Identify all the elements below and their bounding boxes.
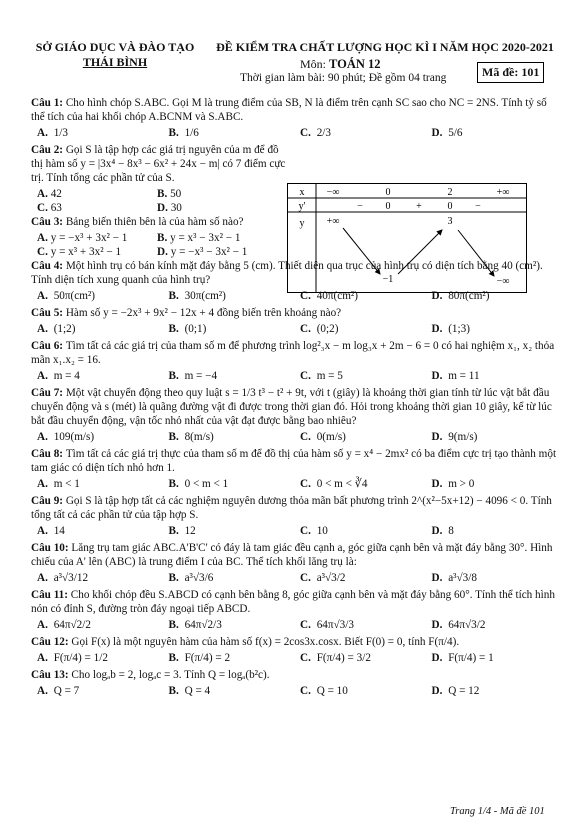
option-letter: D.: [431, 431, 443, 443]
answer-options: [31, 430, 557, 444]
answer-options: [31, 651, 557, 665]
question-number: Câu 3:: [31, 216, 66, 228]
question-number: Câu 9:: [31, 495, 66, 507]
question-number: Câu 5:: [31, 307, 66, 319]
option-letter: A.: [37, 478, 48, 490]
answer-option-a[interactable]: [31, 524, 163, 538]
answer-option-c[interactable]: [294, 322, 426, 336]
option-value: Q = 10: [313, 685, 348, 697]
option-value: y = −x³ + 3x² − 1: [47, 232, 128, 244]
question-5: [31, 306, 557, 320]
option-letter: D.: [431, 478, 443, 490]
question-number: Câu 13:: [31, 669, 72, 681]
answer-option-a[interactable]: [31, 430, 163, 444]
question-text: Tìm tất cả các giá trị thực của tham số m để đồ thị của hàm số y = x⁴ − 2mx² có ba điểm cực trị tạo thành một tam giác có diện tích nhỏ hơn 1.: [31, 448, 557, 474]
option-letter: A.: [37, 431, 48, 443]
answer-option-d[interactable]: [157, 245, 277, 259]
option-value: y = x³ + 3x² − 1: [47, 246, 122, 258]
question-number: Câu 12:: [31, 636, 72, 648]
option-value: 109(m/s): [50, 431, 95, 443]
answer-option-a[interactable]: [31, 684, 163, 698]
answer-option-a[interactable]: [31, 289, 163, 303]
option-letter: C.: [300, 478, 311, 490]
option-letter: C.: [300, 652, 311, 664]
answer-option-a[interactable]: [31, 618, 163, 632]
option-value: 50: [167, 188, 182, 200]
answer-option-c[interactable]: [37, 201, 157, 215]
answer-option-d[interactable]: [426, 684, 558, 698]
option-letter: C.: [300, 525, 311, 537]
question-1: [31, 96, 557, 124]
option-value: 2/3: [313, 127, 331, 139]
option-letter: B.: [168, 370, 179, 382]
option-value: 42: [47, 188, 62, 200]
option-letter: B.: [168, 323, 179, 335]
option-value: 14: [50, 525, 65, 537]
answer-option-b[interactable]: [163, 126, 295, 140]
answer-option-c[interactable]: [294, 571, 426, 585]
question-6: [31, 339, 557, 367]
option-letter: B.: [168, 127, 179, 139]
answer-option-b[interactable]: [163, 289, 295, 303]
question-11: [31, 588, 557, 616]
option-letter: D.: [431, 685, 443, 697]
option-value: (1;2): [50, 323, 76, 335]
option-value: 30: [167, 202, 182, 214]
answer-option-a[interactable]: [31, 322, 163, 336]
table-y-label: y: [299, 218, 305, 229]
question-text: Cho khối chóp đều S.ABCD có cạnh bên bằng 8, góc giữa cạnh bên và mặt đáy bằng 60°. Tính thể tích hình nón có đỉnh S, đường tròn đáy ngoại tiếp ABCD.: [31, 589, 555, 615]
question-text: Cho logₐb = 2, logₐc = 3. Tính Q = logₐ(b²c).: [71, 669, 270, 681]
table-arrow: [343, 228, 380, 274]
answer-option-a[interactable]: [31, 571, 163, 585]
option-letter: B.: [168, 619, 179, 631]
option-value: a³√3/8: [445, 572, 477, 584]
option-value: m = 11: [445, 370, 480, 382]
question-3: [31, 215, 286, 229]
answer-option-b[interactable]: [157, 187, 277, 201]
option-letter: B.: [157, 232, 168, 244]
option-value: 64π√2/3: [181, 619, 222, 631]
option-letter: B.: [168, 478, 179, 490]
answer-option-d[interactable]: [426, 524, 558, 538]
question-9: [31, 494, 557, 522]
answer-option-c[interactable]: [294, 477, 426, 491]
option-letter: B.: [168, 525, 179, 537]
option-value: m = 4: [50, 370, 80, 382]
question-number: Câu 8:: [31, 448, 66, 460]
option-value: F(π/4) = 1/2: [50, 652, 108, 664]
answer-options: [31, 369, 557, 383]
answer-option-d[interactable]: [426, 126, 558, 140]
table-y-value: 3: [447, 216, 453, 227]
answer-option-c[interactable]: [294, 684, 426, 698]
answer-option-b[interactable]: [163, 430, 295, 444]
option-value: 0 < m < ∛4: [313, 478, 368, 490]
option-letter: A.: [37, 370, 48, 382]
option-letter: A.: [37, 572, 48, 584]
answer-option-c[interactable]: [294, 524, 426, 538]
option-letter: C.: [300, 431, 311, 443]
question-text: Lăng trụ tam giác ABC.A'B'C' có đáy là tam giác đều cạnh a, góc giữa cạnh bên và mặt đáy bằng 30°. Hình chiếu của A' lên (ABC) là trung điểm I của BC. Thể tích khối lăng trụ là:: [31, 542, 553, 568]
answer-options: [31, 684, 557, 698]
option-value: m = −4: [181, 370, 218, 382]
option-value: 0 < m < 1: [181, 478, 229, 490]
answer-option-d[interactable]: [426, 618, 558, 632]
option-letter: D.: [431, 525, 443, 537]
question-number: Câu 4:: [31, 260, 66, 272]
question-text: Một hình trụ có bán kính mặt đáy bằng 5 (cm). Thiết diện qua trục của hình trụ có diện tích bằng 40 (cm²). Tính diện tích xung quanh của hình trụ?: [31, 260, 543, 286]
option-value: 80π(cm²): [445, 290, 490, 302]
option-letter: B.: [168, 652, 179, 664]
option-value: F(π/4) = 2: [181, 652, 231, 664]
option-value: Q = 7: [50, 685, 80, 697]
question-2: [31, 143, 286, 185]
question-text: Một vật chuyển động theo quy luật s = 1/3 t³ − t² + 9t, với t (giây) là khoảng thời gian tính từ lúc vật bắt đầu chuyển động và s (mét) là quãng đường vật đi được trong thời gian đó. Hỏi trong khoảng thời gian 10 giây, kể từ lúc bắt đầu chuyển động, vận tốc nhỏ nhất của vật đạt được bằng bao nhiêu?: [31, 387, 552, 427]
option-letter: C.: [300, 127, 311, 139]
question-text: Cho hình chóp S.ABC. Gọi M là trung điểm của SB, N là điểm trên cạnh SC sao cho NC = 2NS. Tính tỷ số thể tích của hai khối chóp A.BCNM và S.ABC.: [31, 97, 547, 123]
option-value: 9(m/s): [445, 431, 478, 443]
table-y-value: +∞: [326, 216, 340, 227]
page-footer: Trang 1/4 - Mã đề 101: [450, 806, 545, 817]
answer-option-d[interactable]: [426, 651, 558, 665]
exam-code-box: Mã đề: 101: [477, 62, 544, 83]
table-yprime-label: y': [298, 201, 306, 212]
option-value: y = x³ − 3x² − 1: [167, 232, 241, 244]
answer-option-d[interactable]: [426, 571, 558, 585]
question-text: Gọi F(x) là một nguyên hàm của hàm số f(x) = 2cos3x.cosx. Biết F(0) = 0, tính F(π/4).: [71, 636, 460, 648]
table-sign: +: [416, 201, 422, 212]
option-value: 50π(cm²): [50, 290, 95, 302]
answer-option-c[interactable]: [294, 618, 426, 632]
option-value: 0(m/s): [313, 431, 346, 443]
question-text: Hàm số y = −2x³ + 9x² − 12x + 4 đồng biến trên khoảng nào?: [65, 307, 342, 319]
question-number: Câu 6:: [31, 340, 66, 352]
option-value: 5/6: [445, 127, 463, 139]
answer-option-b[interactable]: [163, 651, 295, 665]
option-letter: B.: [168, 431, 179, 443]
answer-option-a[interactable]: [37, 231, 157, 245]
table-x-value: 0: [385, 187, 391, 198]
option-letter: C.: [300, 323, 311, 335]
table-x-value: 2: [447, 187, 453, 198]
option-letter: A.: [37, 652, 48, 664]
answer-options: [31, 618, 557, 632]
option-value: 30π(cm²): [181, 290, 226, 302]
option-value: 64π√3/3: [313, 619, 354, 631]
question-number: Câu 10:: [31, 542, 72, 554]
answer-option-a[interactable]: [31, 126, 163, 140]
variation-table: [287, 183, 527, 293]
option-value: 12: [181, 525, 196, 537]
answer-option-b[interactable]: [163, 477, 295, 491]
option-letter: A.: [37, 685, 48, 697]
option-value: 8: [445, 525, 454, 537]
table-arrow: [398, 230, 442, 274]
option-value: 64π√2/2: [50, 619, 91, 631]
exam-title: ĐỀ KIỂM TRA CHẤT LƯỢNG HỌC KÌ I NĂM HỌC 2020-2021: [216, 40, 554, 54]
option-letter: A.: [37, 323, 48, 335]
option-letter: A.: [37, 619, 48, 631]
answer-options: [31, 524, 557, 538]
option-letter: B.: [168, 290, 179, 302]
answer-option-a[interactable]: [31, 477, 163, 491]
answer-option-a[interactable]: [31, 651, 163, 665]
answer-option-c[interactable]: [294, 126, 426, 140]
option-letter: D.: [431, 370, 443, 382]
question-number: Câu 1:: [31, 97, 66, 109]
answer-option-b[interactable]: [163, 571, 295, 585]
answer-option-b[interactable]: [163, 369, 295, 383]
option-value: a³√3/2: [313, 572, 346, 584]
question-text: Gọi S là tập hợp tất cả các nghiệm nguyên dương thỏa mãn bất phương trình 2^(x²−5x+12) − 4096 < 0. Tính tổng tất cả các phần tử của tập hợp S.: [31, 495, 552, 521]
answer-option-d[interactable]: [426, 430, 558, 444]
option-value: 40π(cm²): [313, 290, 358, 302]
answer-option-b[interactable]: [163, 618, 295, 632]
option-value: Q = 12: [445, 685, 480, 697]
option-letter: D.: [431, 652, 443, 664]
answer-option-d[interactable]: [426, 322, 558, 336]
option-letter: D.: [431, 290, 443, 302]
question-number: Câu 2:: [31, 144, 66, 156]
option-letter: C.: [300, 370, 311, 382]
question-number: Câu 7:: [31, 387, 66, 399]
option-value: 10: [313, 525, 328, 537]
table-sign: 0: [385, 201, 391, 212]
table-x-value: −∞: [326, 187, 340, 198]
question-12: [31, 635, 557, 649]
question-text: Tìm tất cả các giá trị của tham số m để phương trình log²₃x − m log₃x + 2m − 6 = 0 có hai nghiệm x₁, x₂ thỏa mãn x₁.x₂ = 16.: [31, 340, 555, 366]
option-value: 64π√3/2: [445, 619, 486, 631]
answer-option-c[interactable]: [294, 369, 426, 383]
option-value: m = 5: [313, 370, 343, 382]
answer-options: [31, 477, 557, 491]
time-info: Thời gian làm bài: 90 phút; Đề gồm 04 trang: [240, 72, 447, 84]
option-value: (1;3): [445, 323, 470, 335]
option-letter: A.: [37, 525, 48, 537]
option-letter: A.: [37, 232, 48, 244]
option-letter: A.: [37, 188, 48, 200]
option-value: Q = 4: [181, 685, 211, 697]
option-letter: D.: [157, 246, 168, 258]
question-text: Gọi S là tập hợp các giá trị nguyên của m để đồ thị hàm số y = |3x⁴ − 8x³ − 6x² + 24x − m| có 7 điểm cực trị. Tính tổng các phần tử của S.: [31, 144, 286, 184]
option-value: m < 1: [50, 478, 80, 490]
question-number: Câu 11:: [31, 589, 71, 601]
option-value: y = −x³ − 3x² − 1: [167, 246, 248, 258]
answer-option-d[interactable]: [157, 201, 277, 215]
subject-name: TOÁN 12: [329, 57, 381, 71]
answer-option-b[interactable]: [163, 322, 295, 336]
answer-option-c[interactable]: [294, 651, 426, 665]
answer-option-b[interactable]: [163, 524, 295, 538]
table-sign: −: [357, 201, 363, 212]
option-value: a³√3/12: [50, 572, 89, 584]
answer-option-a[interactable]: [31, 369, 163, 383]
subject-label: Môn:: [300, 57, 327, 71]
table-sign: −: [475, 201, 481, 212]
department-header: [30, 40, 200, 70]
option-letter: B.: [168, 572, 179, 584]
option-letter: B.: [168, 685, 179, 697]
answer-option-b[interactable]: [163, 684, 295, 698]
option-letter: C.: [37, 202, 48, 214]
option-value: (0;1): [181, 323, 207, 335]
option-letter: B.: [157, 188, 168, 200]
answer-option-a[interactable]: [37, 187, 157, 201]
option-letter: C.: [300, 685, 311, 697]
option-letter: D.: [431, 619, 443, 631]
option-value: 63: [47, 202, 62, 214]
answer-option-c[interactable]: [294, 430, 426, 444]
option-letter: A.: [37, 290, 48, 302]
option-letter: D.: [431, 323, 443, 335]
province-name: THÁI BÌNH: [82, 55, 148, 69]
table-x-label: x: [299, 187, 305, 198]
answer-option-d[interactable]: [426, 477, 558, 491]
option-letter: C.: [300, 619, 311, 631]
option-letter: C.: [300, 290, 311, 302]
answer-option-c[interactable]: [37, 245, 157, 259]
answer-option-b[interactable]: [157, 231, 277, 245]
table-x-value: +∞: [496, 187, 510, 198]
question-13: [31, 668, 557, 682]
subject-line: [300, 57, 381, 72]
question-7: [31, 386, 557, 428]
answer-option-d[interactable]: [426, 369, 558, 383]
question-text: Bảng biến thiên bên là của hàm số nào?: [65, 216, 244, 228]
option-value: (0;2): [313, 323, 339, 335]
answer-options: [31, 126, 557, 140]
option-value: m > 0: [445, 478, 475, 490]
answer-options: [31, 322, 557, 336]
option-value: F(π/4) = 1: [445, 652, 494, 664]
option-value: 1/6: [181, 127, 199, 139]
option-value: 1/3: [50, 127, 68, 139]
option-value: 8(m/s): [181, 431, 214, 443]
option-letter: C.: [37, 246, 48, 258]
option-value: F(π/4) = 3/2: [313, 652, 371, 664]
option-value: a³√3/6: [181, 572, 214, 584]
table-y-value: −∞: [496, 276, 510, 287]
table-sign: 0: [447, 201, 453, 212]
department-name: SỞ GIÁO DỤC VÀ ĐÀO TẠO: [35, 40, 195, 54]
question-10: [31, 541, 557, 569]
option-letter: D.: [157, 202, 168, 214]
answer-options: [31, 571, 557, 585]
option-letter: D.: [431, 572, 443, 584]
option-letter: D.: [431, 127, 443, 139]
option-letter: A.: [37, 127, 48, 139]
table-y-value: −1: [382, 274, 394, 285]
option-letter: C.: [300, 572, 311, 584]
table-arrow: [458, 230, 494, 276]
question-8: [31, 447, 557, 475]
